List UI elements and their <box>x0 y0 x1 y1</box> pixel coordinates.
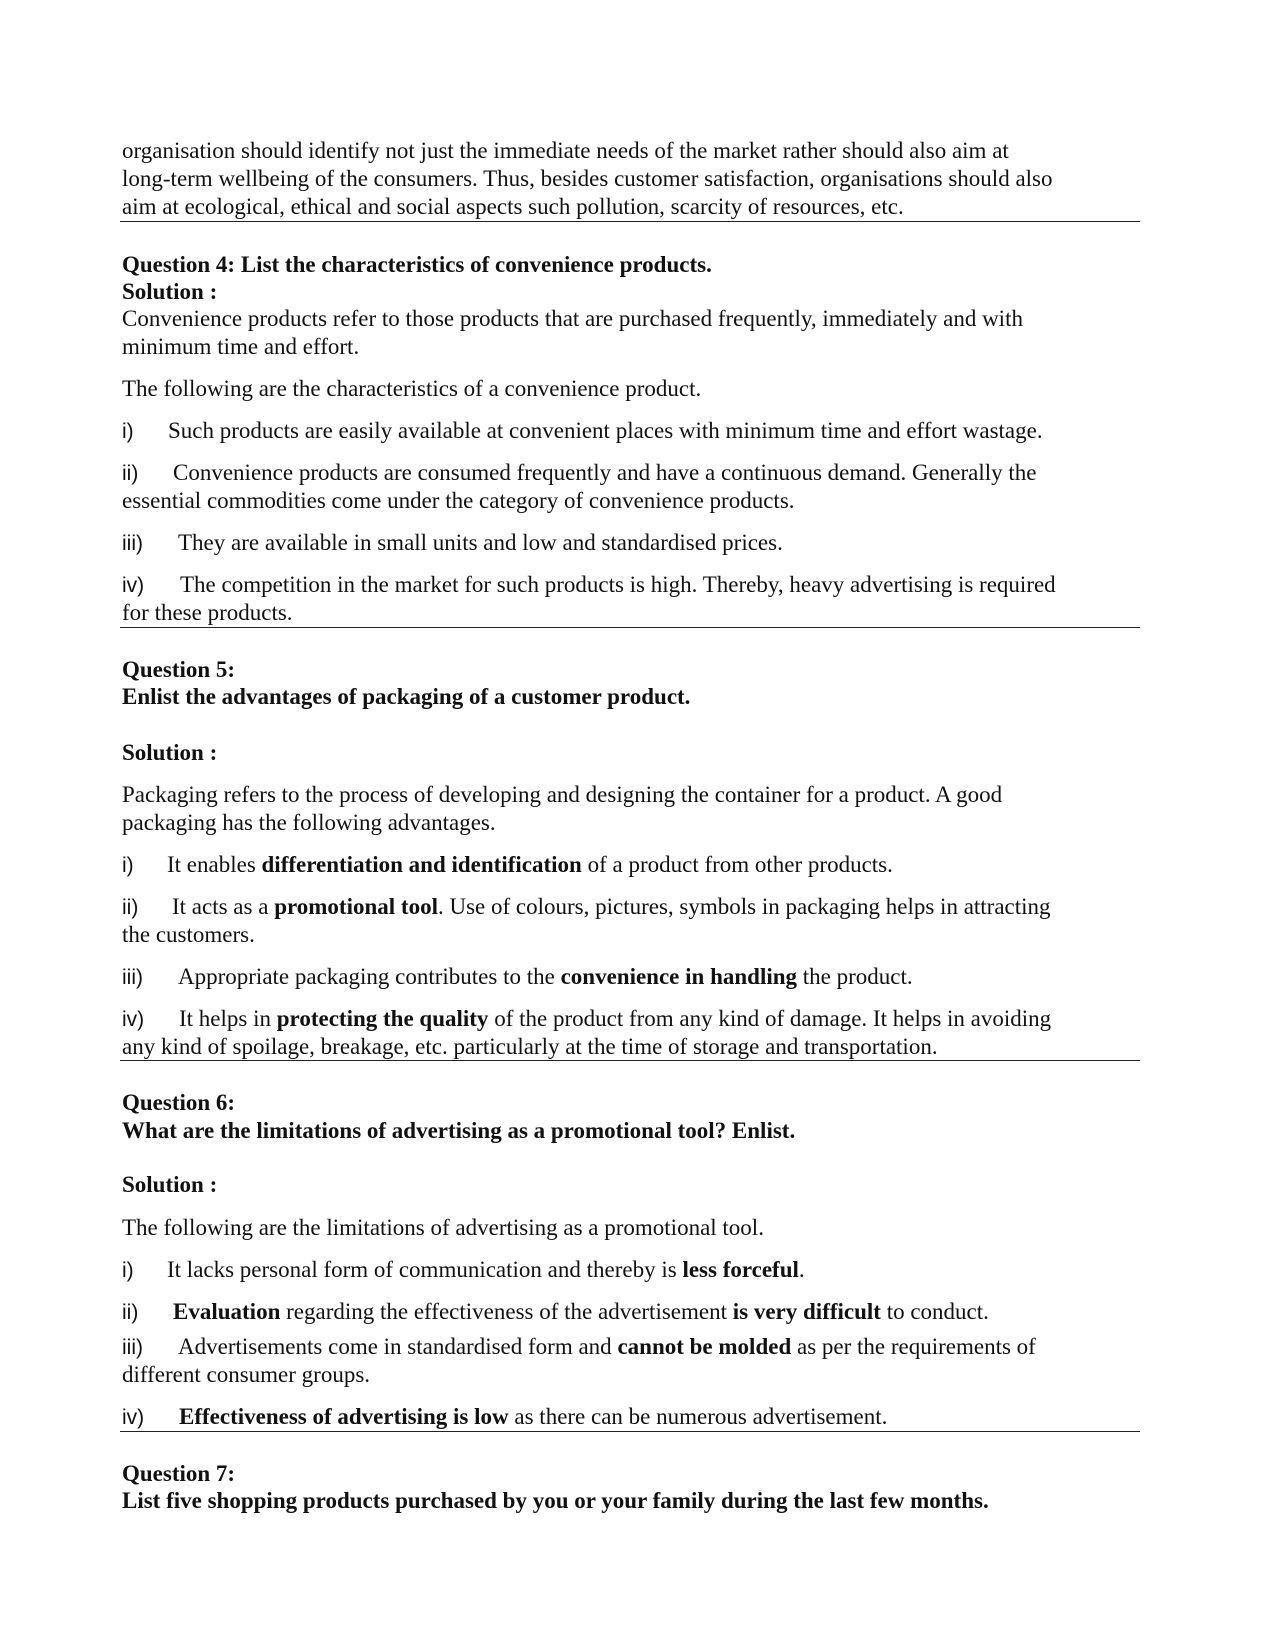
q5-item-4-cont: any kind of spoilage, breakage, etc. particularly at the time of storage and transportation. <box>122 1034 938 1059</box>
q6-item-3 <box>122 1332 1140 1362</box>
q6-title: Question 6: <box>122 1090 236 1115</box>
list-text: of a product from other products. <box>581 852 893 877</box>
list-emphasis: cannot be molded <box>617 1334 792 1359</box>
intro-line-1: organisation should identify not just the immediate needs of the market rather should also aim at <box>122 138 1009 163</box>
intro-line-3: aim at ecological, ethical and social aspects such pollution, scarcity of resources, etc. <box>122 194 904 219</box>
list-text: Convenience products are consumed frequently and have a continuous demand. Generally the <box>173 460 1037 485</box>
q4-item-1 <box>122 416 1140 446</box>
section-divider <box>120 221 1140 222</box>
list-emphasis: protecting the quality <box>276 1006 489 1031</box>
q7-subtitle: List five shopping products purchased by you or your family during the last few months. <box>122 1488 989 1513</box>
q7-title: Question 7: <box>122 1461 236 1486</box>
q6-item-2 <box>122 1297 1140 1327</box>
list-text: . <box>798 1257 805 1282</box>
section-divider <box>120 1060 1140 1061</box>
q4-item-4 <box>122 570 1140 600</box>
q5-item-3 <box>122 962 1140 992</box>
list-text: It lacks personal form of communication and thereby is <box>167 1257 683 1282</box>
list-number: ii) <box>122 462 139 485</box>
list-emphasis: Effectiveness of advertising is low <box>179 1404 509 1429</box>
list-emphasis: promotional tool <box>274 894 438 919</box>
q6-para1: The following are the limitations of advertising as a promotional tool. <box>122 1215 764 1240</box>
q6-item-4 <box>122 1402 1140 1432</box>
list-emphasis: less forceful <box>682 1257 799 1282</box>
list-text: as per the requirements of <box>791 1334 1036 1359</box>
list-number: iii) <box>122 966 143 989</box>
list-text: of the product from any kind of damage. It helps in avoiding <box>488 1006 1052 1031</box>
q5-para1-line2: packaging has the following advantages. <box>122 810 496 835</box>
q5-subtitle: Enlist the advantages of packaging of a customer product. <box>122 684 691 709</box>
q4-item-2 <box>122 458 1140 488</box>
list-emphasis: differentiation and identification <box>261 852 582 877</box>
section-divider <box>120 627 1140 628</box>
list-number: iii) <box>122 1336 143 1359</box>
list-emphasis: is very difficult <box>732 1299 881 1324</box>
list-text: Appropriate packaging contributes to the <box>178 964 561 989</box>
list-text: . Use of colours, pictures, symbols in packaging helps in attracting <box>437 894 1051 919</box>
q5-item-1 <box>122 850 1140 880</box>
q4-item-3 <box>122 528 1140 558</box>
q4-para1-line2: minimum time and effort. <box>122 334 360 359</box>
list-number: iv) <box>122 1008 145 1031</box>
list-number: i) <box>122 854 134 877</box>
list-text: It enables <box>167 852 262 877</box>
q5-item-2-cont: the customers. <box>122 922 255 947</box>
list-number: i) <box>122 420 134 443</box>
list-emphasis: Evaluation <box>173 1299 281 1324</box>
list-number: ii) <box>122 1301 139 1324</box>
list-text: The competition in the market for such products is high. Thereby, heavy advertising is required <box>180 572 1056 597</box>
q4-item-4-cont: for these products. <box>122 600 293 625</box>
q6-subtitle: What are the limitations of advertising as a promotional tool? Enlist. <box>122 1118 796 1143</box>
list-number: iv) <box>122 1406 145 1429</box>
list-number: ii) <box>122 896 139 919</box>
q4-para2: The following are the characteristics of a convenience product. <box>122 376 702 401</box>
list-text: Advertisements come in standardised form and <box>178 1334 618 1359</box>
q6-item-1 <box>122 1255 1140 1285</box>
q5-item-4 <box>122 1004 1140 1034</box>
list-text: to conduct. <box>880 1299 989 1324</box>
list-text: the product. <box>797 964 913 989</box>
list-number: iii) <box>122 532 143 555</box>
q5-title: Question 5: <box>122 657 236 682</box>
list-number: i) <box>122 1259 134 1282</box>
list-text: as there can be numerous advertisement. <box>508 1404 888 1429</box>
list-number: iv) <box>122 574 145 597</box>
list-text: Such products are easily available at convenient places with minimum time and effort wastage. <box>168 418 1043 443</box>
intro-line-2: long-term wellbeing of the consumers. Thus, besides customer satisfaction, organisations should also <box>122 166 1053 191</box>
q5-para1-line1: Packaging refers to the process of developing and designing the container for a product. A good <box>122 782 1003 807</box>
list-text: They are available in small units and low and standardised prices. <box>178 530 783 555</box>
list-text: It acts as a <box>172 894 275 919</box>
q4-solution-label: Solution : <box>122 279 218 304</box>
q6-solution-label: Solution : <box>122 1172 218 1197</box>
q4-para1-line1: Convenience products refer to those products that are purchased frequently, immediately and with <box>122 306 1023 331</box>
list-emphasis: convenience in handling <box>560 964 798 989</box>
section-divider <box>120 1431 1140 1432</box>
q6-item-3-cont: different consumer groups. <box>122 1362 371 1387</box>
q4-item-2-cont: essential commodities come under the category of convenience products. <box>122 488 795 513</box>
q5-solution-label: Solution : <box>122 740 218 765</box>
q5-item-2 <box>122 892 1140 922</box>
q4-title: Question 4: List the characteristics of convenience products. <box>122 252 712 277</box>
list-text: regarding the effectiveness of the advertisement <box>280 1299 733 1324</box>
list-text: It helps in <box>179 1006 277 1031</box>
